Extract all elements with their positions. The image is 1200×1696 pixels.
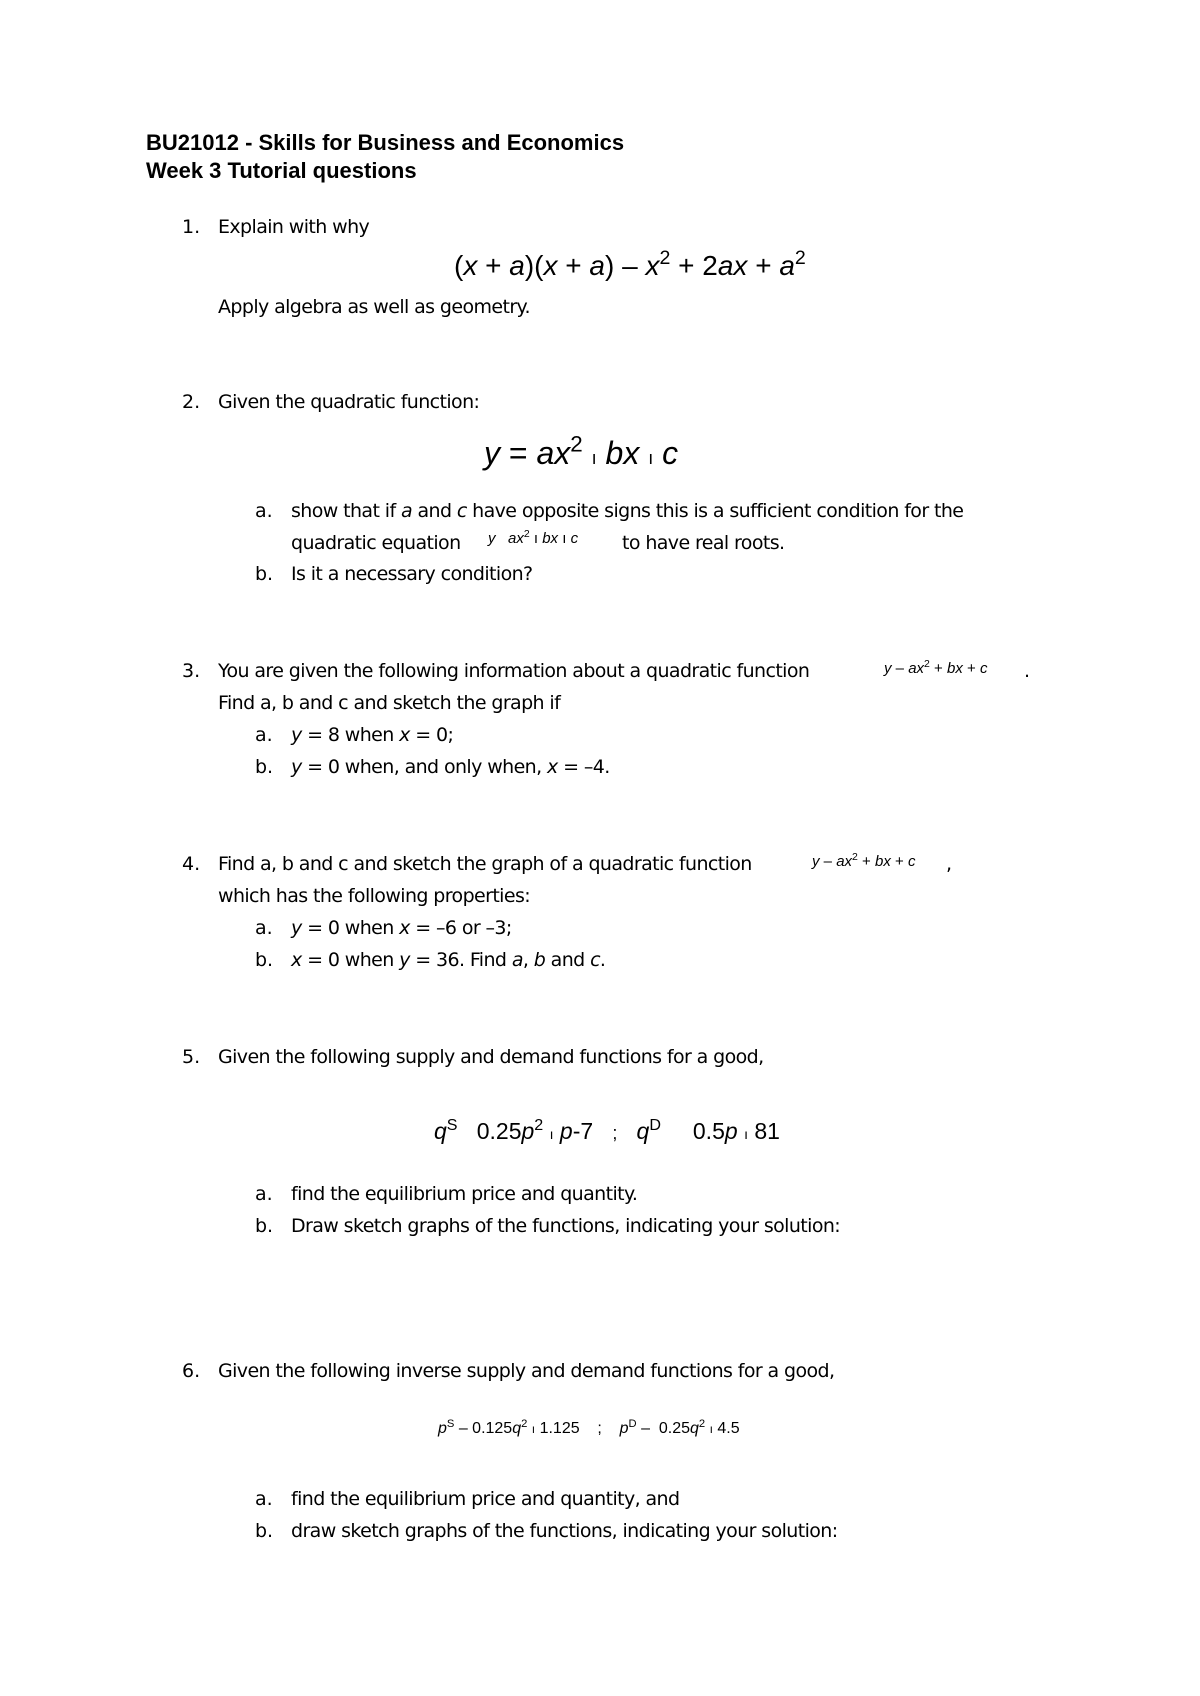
q1-follow-up: Apply algebra as well as geometry. <box>218 296 530 318</box>
q5a-text: find the equilibrium price and quantity. <box>291 1183 638 1205</box>
q5-number: 5. <box>182 1046 201 1068</box>
q6-number: 6. <box>182 1360 201 1382</box>
q3b-label: b. <box>255 756 274 778</box>
q5a-label: a. <box>255 1183 273 1205</box>
q3-number: 3. <box>182 660 201 682</box>
q4b-text: x = 0 when y = 36. Find a, b and c. <box>291 949 606 971</box>
q4a-text: y = 0 when x = –6 or –3; <box>291 917 512 939</box>
course-title: BU21012 - Skills for Business and Economics <box>146 130 625 155</box>
q4a-label: a. <box>255 917 273 939</box>
q3-line2: Find a, b and c and sketch the graph if <box>218 692 561 714</box>
q1-number: 1. <box>182 216 201 238</box>
q3a-text: y = 8 when x = 0; <box>291 724 454 746</box>
q2b-label: b. <box>255 563 274 585</box>
q6a-label: a. <box>255 1488 273 1510</box>
q5-equation: $q^S$ $0.25p^2$ ı p-7 ; $q^D$ 0.5p ı 81 <box>434 1116 780 1144</box>
q3-prompt: You are given the following information about a quadratic function <box>218 660 810 682</box>
q3a-label: a. <box>255 724 273 746</box>
q1-prompt: Explain with why <box>218 216 370 238</box>
q2a-inline-equation: y $ax^2$ ı bx ı c <box>488 528 579 547</box>
q3-inline-equation: y – $ax^2$ + bx + c <box>884 658 988 677</box>
q2-equation: $y = ax^2$ ı bx ı c <box>484 431 679 471</box>
q4-inline-end: , <box>946 853 952 875</box>
q5-prompt: Given the following supply and demand functions for a good, <box>218 1046 764 1068</box>
q3b-text: y = 0 when, and only when, x = –4. <box>291 756 610 778</box>
q2a-text-line1: show that if a and c have opposite signs this is a sufficient condition for the <box>291 500 964 522</box>
q4b-label: b. <box>255 949 274 971</box>
q2b-text: Is it a necessary condition? <box>291 563 533 585</box>
q4-number: 4. <box>182 853 201 875</box>
q6b-text: draw sketch graphs of the functions, indicating your solution: <box>291 1520 838 1542</box>
q2a-label: a. <box>255 500 273 522</box>
q2a-text-line2-post: to have real roots. <box>622 532 785 554</box>
tutorial-subtitle: Week 3 Tutorial questions <box>146 158 417 183</box>
q6-prompt: Given the following inverse supply and demand functions for a good, <box>218 1360 835 1382</box>
q4-inline-equation: y – $ax^2$ + bx + c <box>812 851 916 870</box>
q5b-text: Draw sketch graphs of the functions, indicating your solution: <box>291 1215 841 1237</box>
q6-equation: $p^S - 0.125q^2$ ı 1.125 ; $p^D - 0.25q^2$ ı 4.5 <box>438 1417 740 1437</box>
q3-inline-end: . <box>1024 660 1030 682</box>
q4-prompt: Find a, b and c and sketch the graph of a quadratic function <box>218 853 752 875</box>
q2-number: 2. <box>182 391 201 413</box>
q2-prompt: Given the quadratic function: <box>218 391 480 413</box>
q1-equation: $(x + a)(x + a) - x^2 + 2ax + a^2$ <box>454 247 806 281</box>
q5b-label: b. <box>255 1215 274 1237</box>
q6b-label: b. <box>255 1520 274 1542</box>
q2a-text-line2-pre: quadratic equation <box>291 532 461 554</box>
q4-line2: which has the following properties: <box>218 885 531 907</box>
q6a-text: find the equilibrium price and quantity, and <box>291 1488 680 1510</box>
